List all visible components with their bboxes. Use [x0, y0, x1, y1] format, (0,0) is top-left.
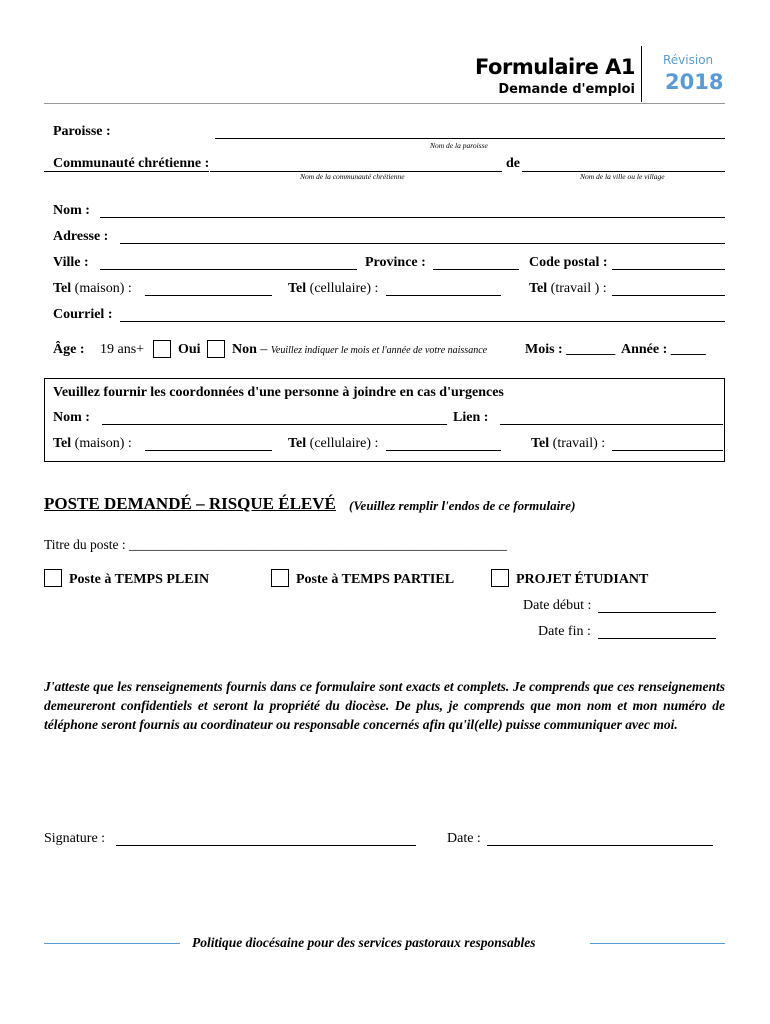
province-field[interactable]: [433, 269, 519, 270]
emergency-home-label: [53, 436, 132, 452]
emergency-home-field[interactable]: [145, 450, 272, 451]
age-yes-checkbox[interactable]: [153, 340, 171, 358]
start-date-field[interactable]: [598, 612, 716, 613]
signature-label: Signature :: [44, 831, 106, 846]
student-label: PROJET ÉTUDIANT: [516, 572, 649, 587]
parish-field[interactable]: [215, 138, 725, 139]
home-phone-prefix: Tel: [53, 281, 72, 296]
birth-month-field[interactable]: Mois : _______: [525, 342, 616, 357]
footer-rule-right: [590, 943, 725, 944]
parish-hint: Nom de la paroisse: [430, 141, 488, 150]
revision-label: Révision: [663, 53, 714, 67]
end-date-label: Date fin :: [538, 624, 591, 639]
age-no-checkbox[interactable]: [207, 340, 225, 358]
emergency-work-label: [531, 436, 605, 452]
form-subtitle: Demande d'emploi: [498, 82, 635, 97]
age-label: Âge :: [53, 342, 85, 357]
home-phone-label: [53, 281, 132, 297]
header-rule: [44, 103, 725, 104]
cell-phone-suffix: (cellulaire) :: [309, 281, 379, 296]
emergency-cell-suffix: (cellulaire) :: [309, 436, 379, 451]
community-rule-left: [44, 171, 209, 172]
city-field[interactable]: [100, 269, 357, 270]
community-of-label: de: [506, 156, 520, 171]
attestation-text: J'atteste que les renseignements fournis dans ce formulaire sont exacts et complets. Je comprends que ces renseignements demeureront confidentiels et seront la propriété du diocèse. De plus, je comprends que mon nom et mon numéro de téléphone seront fournis au coordinateur ou responsable concernés afin qu'il(elle) puisse communiquer avec moi.: [44, 679, 725, 732]
signature-date-field[interactable]: [487, 845, 713, 846]
form-title: Formulaire A1: [475, 55, 635, 79]
age-no-label: Non: [232, 342, 257, 357]
position-title-field[interactable]: Titre du poste : ________________________________________________________: [44, 537, 508, 552]
postal-field[interactable]: [612, 269, 725, 270]
community-hint: Nom de la communauté chrétienne: [300, 172, 405, 181]
student-checkbox[interactable]: [491, 569, 509, 587]
full-time-label: Poste à TEMPS PLEIN: [69, 572, 210, 587]
footer-rule-left: [44, 943, 180, 944]
emergency-name-label: Nom :: [53, 410, 90, 425]
cell-phone-label: [288, 281, 378, 297]
home-phone-field[interactable]: [145, 295, 272, 296]
footer-text: Politique diocésaine pour des services pastoraux responsables: [192, 935, 536, 950]
part-time-checkbox[interactable]: [271, 569, 289, 587]
age-hint: Veuillez indiquer le mois et l'année de votre naissance: [270, 345, 488, 356]
position-note: (Veuillez remplir l'endos de ce formulaire): [349, 498, 576, 513]
emergency-cell-label: [288, 436, 378, 452]
end-date-field[interactable]: [598, 638, 716, 639]
name-label: Nom :: [53, 203, 90, 218]
name-field[interactable]: [100, 217, 725, 218]
full-time-checkbox[interactable]: [44, 569, 62, 587]
emergency-relation-label: Lien :: [453, 410, 489, 425]
emergency-relation-field[interactable]: [500, 424, 723, 425]
emergency-heading: Veuillez fournir les coordonnées d'une personne à joindre en cas d'urgences: [53, 385, 504, 400]
part-time-label: Poste à TEMPS PARTIEL: [296, 572, 455, 587]
start-date-label: Date début :: [523, 598, 592, 613]
address-label: Adresse :: [53, 229, 109, 244]
email-field[interactable]: [120, 321, 725, 322]
address-field[interactable]: [120, 243, 725, 244]
province-label: Province :: [365, 255, 426, 270]
emergency-name-field[interactable]: [102, 424, 447, 425]
city-label: Ville :: [53, 255, 89, 270]
work-phone-label: [529, 281, 607, 297]
age-no-group: [232, 342, 487, 359]
emergency-work-suffix: (travail) :: [552, 436, 606, 451]
postal-label: Code postal :: [529, 255, 608, 270]
emergency-work-prefix: Tel: [531, 436, 550, 451]
work-phone-field[interactable]: [612, 295, 725, 296]
header-vertical-rule: [641, 46, 642, 102]
revision-year: 2018: [665, 70, 724, 94]
position-heading: POSTE DEMANDÉ – RISQUE ÉLEVÉ: [44, 494, 336, 513]
work-phone-suffix: (travail ) :: [550, 281, 607, 296]
parish-label: Paroisse :: [53, 124, 111, 139]
emergency-cell-field[interactable]: [386, 450, 501, 451]
age-yes-label: Oui: [178, 342, 201, 357]
emergency-home-prefix: Tel: [53, 436, 72, 451]
age-dash: –: [256, 342, 271, 357]
email-label: Courriel :: [53, 307, 113, 322]
work-phone-prefix: Tel: [529, 281, 548, 296]
emergency-cell-prefix: Tel: [288, 436, 307, 451]
birth-year-field[interactable]: Année : _____: [621, 342, 706, 357]
age-threshold: 19 ans+: [100, 342, 145, 357]
cell-phone-field[interactable]: [386, 295, 501, 296]
cell-phone-prefix: Tel: [288, 281, 307, 296]
community-city-hint: Nom de la ville ou le village: [580, 172, 665, 181]
signature-field[interactable]: [116, 845, 416, 846]
emergency-home-suffix: (maison) :: [74, 436, 132, 451]
community-label: Communauté chrétienne :: [53, 156, 210, 171]
emergency-work-field[interactable]: [612, 450, 723, 451]
home-phone-suffix: (maison) :: [74, 281, 132, 296]
signature-date-label: Date :: [447, 831, 481, 846]
